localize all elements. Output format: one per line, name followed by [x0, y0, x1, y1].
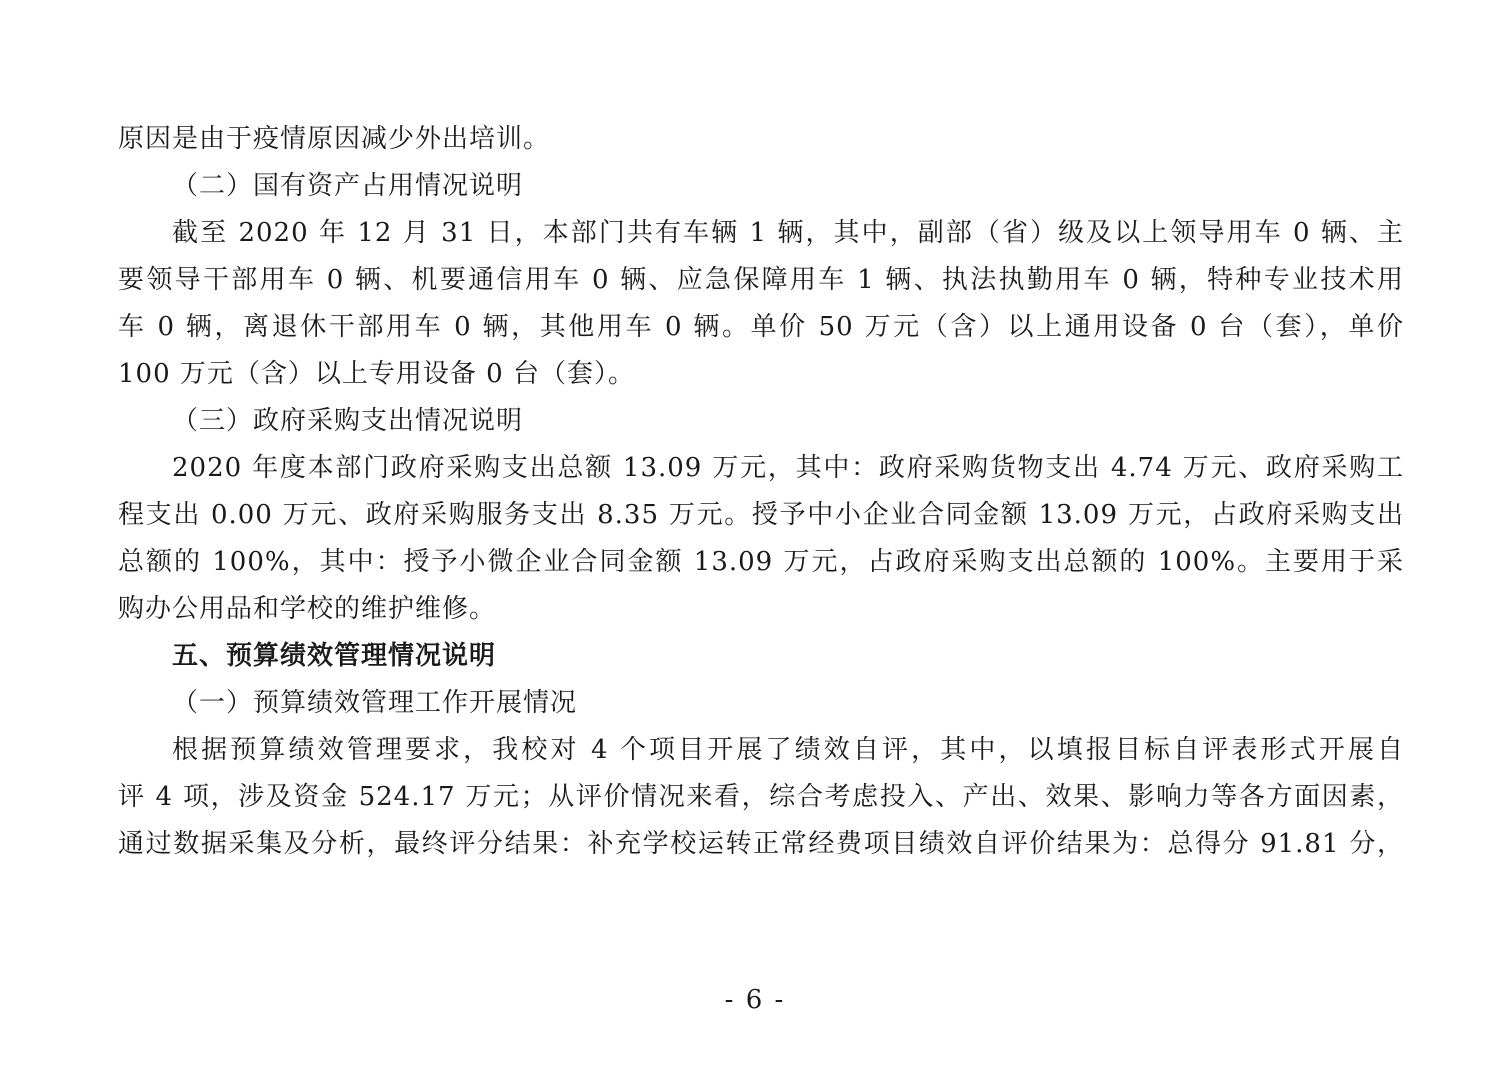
paragraph-line: 2020 年度本部门政府采购支出总额 13.09 万元，其中：政府采购货物支出 4.74 万元、政府采购工	[172, 453, 1404, 483]
section-heading-performance: 五、预算绩效管理情况说明	[172, 641, 497, 671]
subsection-heading-procurement: （三）政府采购支出情况说明	[172, 406, 524, 436]
paragraph-line: 原因是由于疫情原因减少外出培训。	[118, 124, 551, 154]
paragraph-line: 要领导干部用车 0 辆、机要通信用车 0 辆、应急保障用车 1 辆、执法执勤用车 0 辆，特种专业技术用	[118, 265, 1404, 295]
paragraph-line: 评 4 项，涉及资金 524.17 万元；从评价情况来看，综合考虑投入、产出、效果、影响力等各方面因素，	[118, 782, 1404, 812]
paragraph-line: 总额的 100%，其中：授予小微企业合同金额 13.09 万元，占政府采购支出总额的 100%。主要用于采	[118, 547, 1404, 577]
paragraph-line: 根据预算绩效管理要求，我校对 4 个项目开展了绩效自评，其中，以填报目标自评表形式开展自	[172, 735, 1404, 765]
page-number: - 6 -	[724, 985, 786, 1015]
paragraph-line: 车 0 辆，离退休干部用车 0 辆，其他用车 0 辆。单价 50 万元（含）以上通用设备 0 台（套），单价	[118, 312, 1404, 342]
subsection-heading-state-assets: （二）国有资产占用情况说明	[172, 171, 524, 201]
paragraph-line: 购办公用品和学校的维护维修。	[118, 594, 497, 624]
paragraph-line: 程支出 0.00 万元、政府采购服务支出 8.35 万元。授予中小企业合同金额 13.09 万元，占政府采购支出	[118, 500, 1404, 530]
page-content	[118, 116, 1404, 868]
paragraph-line: 100 万元（含）以上专用设备 0 台（套）。	[118, 359, 635, 389]
paragraph-line: 通过数据采集及分析，最终评分结果：补充学校运转正常经费项目绩效自评价结果为：总得分 91.81 分，	[118, 829, 1404, 859]
subsection-heading-performance-work: （一）预算绩效管理工作开展情况	[172, 688, 578, 718]
paragraph-line: 截至 2020 年 12 月 31 日，本部门共有车辆 1 辆，其中，副部（省）级及以上领导用车 0 辆、主	[172, 218, 1404, 248]
